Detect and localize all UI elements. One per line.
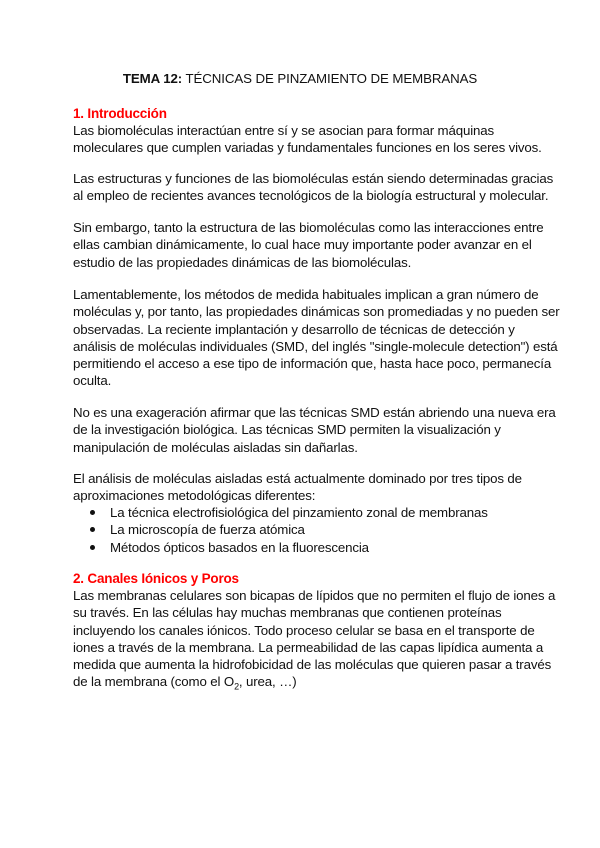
- text-line: oculta.: [73, 373, 112, 389]
- paragraph: [73, 286, 560, 390]
- section-heading-introduccion: 1. Introducción: [73, 106, 167, 121]
- bullet-list: [73, 504, 488, 556]
- text-line: al empleo de recientes avances tecnológicos de la biología estructural y molecular.: [73, 188, 549, 204]
- bullet-icon: [90, 545, 95, 550]
- bullet-icon: [90, 510, 95, 515]
- text-line: medida que aumenta la hidrofobicidad de las moléculas que quieren pasar a través: [73, 657, 552, 673]
- text-line: manipulación de moléculas aisladas sin dañarlas.: [73, 439, 358, 455]
- text-line: Lamentablemente, los métodos de medida habituales implican a gran número de: [73, 287, 539, 302]
- subscript: 2: [234, 682, 239, 693]
- text-line: su través. En las células hay muchas membranas que contienen proteínas: [73, 605, 502, 621]
- paragraph: [73, 404, 556, 456]
- text-line: ellas cambian dinámicamente, lo cual hace muy importante poder avanzar en el: [73, 237, 532, 253]
- text-line: observadas. La reciente implantación y desarrollo de técnicas de detección y: [73, 321, 515, 337]
- list-item: [73, 521, 488, 538]
- text-line: incluyendo los canales iónicos. Todo proceso celular se basa en el transporte de: [73, 622, 535, 638]
- text-fragment: , urea, …): [238, 674, 297, 690]
- paragraph: [73, 219, 543, 271]
- list-item-text: La microscopía de fuerza atómica: [110, 522, 305, 538]
- bullet-icon: [90, 527, 95, 532]
- text-line: Las biomoléculas interactúan entre sí y se asocian para formar máquinas: [73, 123, 494, 138]
- text-line: iones a través de la membrana. La permeabilidad de las capas lipídica aumenta a: [73, 639, 544, 655]
- text-line: análisis de moléculas individuales (SMD, del inglés "single-molecule detection") está: [73, 338, 558, 354]
- paragraph: [73, 122, 543, 157]
- list-item-text: La técnica electrofisiológica del pinzamiento zonal de membranas: [110, 505, 488, 520]
- text-line: estudio de las propiedades dinámicas de las biomoléculas.: [73, 254, 412, 270]
- title-topic-number: TEMA 12:: [122, 71, 183, 86]
- text-line: Sin embargo, tanto la estructura de las biomoléculas como las interacciones entre: [73, 220, 544, 235]
- text-fragment: de la membrana (como el O: [73, 674, 235, 690]
- text-line: de la investigación biológica. Las técnicas SMD permiten la visualización y: [73, 422, 501, 438]
- text-line: Las estructuras y funciones de las biomoléculas están siendo determinadas gracias: [73, 171, 554, 186]
- text-line: No es una exageración afirmar que las técnicas SMD están abriendo una nueva era: [73, 405, 556, 420]
- text-line: El análisis de moléculas aisladas está actualmente dominado por tres tipos de: [73, 471, 522, 486]
- text-line: [73, 673, 543, 693]
- text-line: Las membranas celulares son bicapas de lípidos que no permiten el flujo de iones a: [73, 588, 556, 603]
- title-text: TÉCNICAS DE PINZAMIENTO DE MEMBRANAS: [182, 71, 478, 86]
- page-title: [73, 71, 527, 86]
- paragraph: [73, 587, 556, 693]
- list-item-text: Métodos ópticos basados en la fluorescencia: [110, 539, 369, 555]
- text-line: moléculas y, por tanto, las propiedades dinámicas son promediadas y no pueden ser: [73, 304, 560, 320]
- text-line: aproximaciones metodológicas diferentes:: [73, 488, 316, 504]
- list-item: [73, 539, 488, 556]
- section-heading-canales-ionicos: 2. Canales Iónicos y Poros: [73, 571, 239, 586]
- text-line: moleculares que cumplen variadas y fundamentales funciones en los seres vivos.: [73, 140, 542, 156]
- text-line: permitiendo el acceso a ese tipo de información que, hasta hace poco, permanecía: [73, 356, 552, 372]
- paragraph: [73, 170, 554, 205]
- list-item: [73, 504, 488, 521]
- paragraph: [73, 470, 543, 505]
